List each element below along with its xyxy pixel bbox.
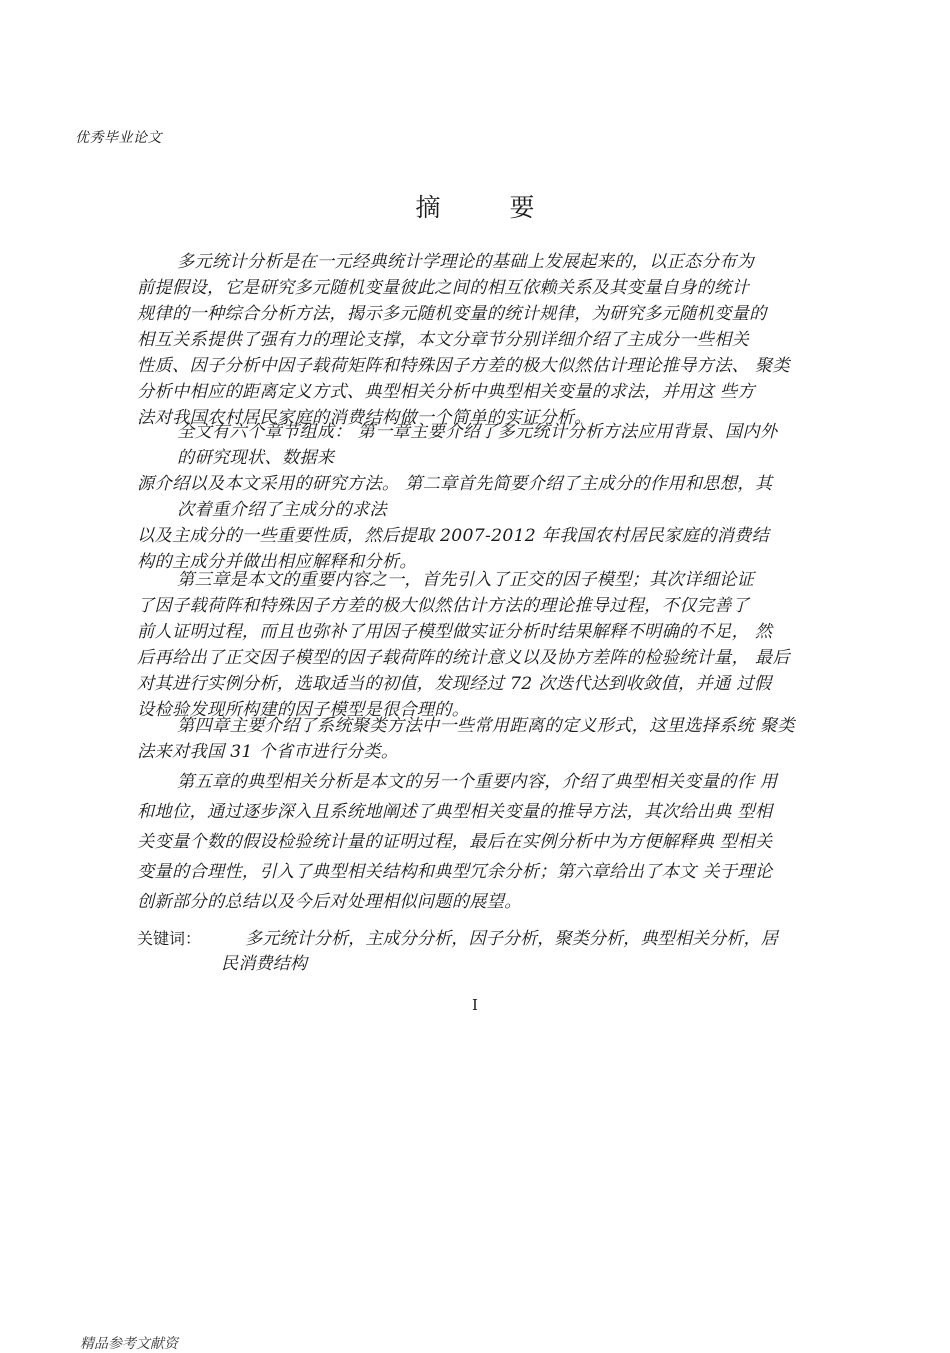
page-number: I: [472, 996, 478, 1014]
text-line: 分析中相应的距离定义方式、典型相关分析中典型相关变量的求法，并用这 些方: [137, 382, 755, 402]
footer-watermark: 精品参考文献资: [80, 1336, 178, 1352]
abstract-paragraph-2: [137, 419, 837, 575]
text-line: 以及主成分的一些重要性质，然后提取 2007-2012 年我国农村居民家庭的消费结: [137, 526, 770, 546]
text-line: 法对我国农村居民家庭的消费结构做一个简单的实证分析。: [137, 408, 592, 428]
text-line: 前人证明过程，而且也弥补了用因子模型做实证分析时结果解释不明确的不足， 然: [137, 622, 773, 642]
abstract-paragraph-5: [137, 767, 837, 917]
text-line: 构的主成分并做出相应解释和分析。: [137, 552, 417, 572]
text-line: 第三章是本文的重要内容之一，首先引入了正交的因子模型；其次详细论证: [177, 570, 755, 590]
text-line: 规律的一种综合分析方法，揭示多元随机变量的统计规律，为研究多元随机变量的: [137, 304, 767, 324]
keywords-list: 多元统计分析，主成分分析，因子分析，聚类分析，典型相关分析，居: [245, 929, 778, 949]
text-line: 第四章主要介绍了系统聚类方法中一些常用距离的定义形式，这里选择系统 聚类: [177, 716, 795, 736]
text-line: 的研究现状、数据来: [177, 448, 335, 468]
text-line: 和地位，通过逐步深入且系统地阐述了典型相关变量的推导方法，其次给出典 型相: [137, 802, 773, 822]
keywords-section: [137, 926, 837, 977]
abstract-paragraph-4: [137, 713, 837, 765]
abstract-paragraph-3: [137, 567, 837, 723]
abstract-title: 摘 要: [415, 193, 557, 222]
text-line: 多元统计分析是在一元经典统计学理论的基础上发展起来的，以正态分布为: [177, 252, 755, 272]
text-line: 关变量个数的假设检验统计量的证明过程，最后在实例分析中为方便解释典 型相关: [137, 832, 773, 852]
text-line: 法来对我国 31 个省市进行分类。: [137, 742, 399, 762]
keywords-list-continued: 民消费结构: [221, 954, 307, 974]
text-line: 全文有六个章节组成： 第一章主要介绍了多元统计分析方法应用背景、国内外: [177, 422, 778, 442]
text-line: 了因子载荷阵和特殊因子方差的极大似然估计方法的理论推导过程，不仅完善了: [137, 596, 750, 616]
abstract-paragraph-1: [137, 249, 837, 431]
text-line: 次着重介绍了主成分的求法: [177, 500, 387, 520]
text-line: 性质、因子分析中因子载荷矩阵和特殊因子方差的极大似然估计理论推导方法、 聚类: [137, 356, 790, 376]
text-line: 第五章的典型相关分析是本文的另一个重要内容，介绍了典型相关变量的作 用: [177, 772, 778, 792]
text-line: 相互关系提供了强有力的理论支撑，本文分章节分别详细介绍了主成分一些相关: [137, 330, 750, 350]
running-header: 优秀毕业论文: [75, 130, 162, 146]
text-line: 设检验发现所构建的因子模型是很合理的。: [137, 700, 470, 720]
text-line: 变量的合理性，引入了典型相关结构和典型冗余分析；第六章给出了本文 关于理论: [137, 862, 773, 882]
keywords-label: 关键词：: [137, 929, 202, 948]
text-line: 前提假设，它是研究多元随机变量彼此之间的相互依赖关系及其变量自身的统计: [137, 278, 750, 298]
text-line: 创新部分的总结以及今后对处理相似问题的展望。: [137, 892, 522, 912]
text-line: 后再给出了正交因子模型的因子载荷阵的统计意义以及协方差阵的检验统计量， 最后: [137, 648, 790, 668]
text-line: 对其进行实例分析，选取适当的初值，发现经过 72 次迭代达到收敛值，并通 过假: [137, 674, 772, 694]
text-line: 源介绍以及本文采用的研究方法。 第二章首先简要介绍了主成分的作用和思想，其: [137, 474, 773, 494]
